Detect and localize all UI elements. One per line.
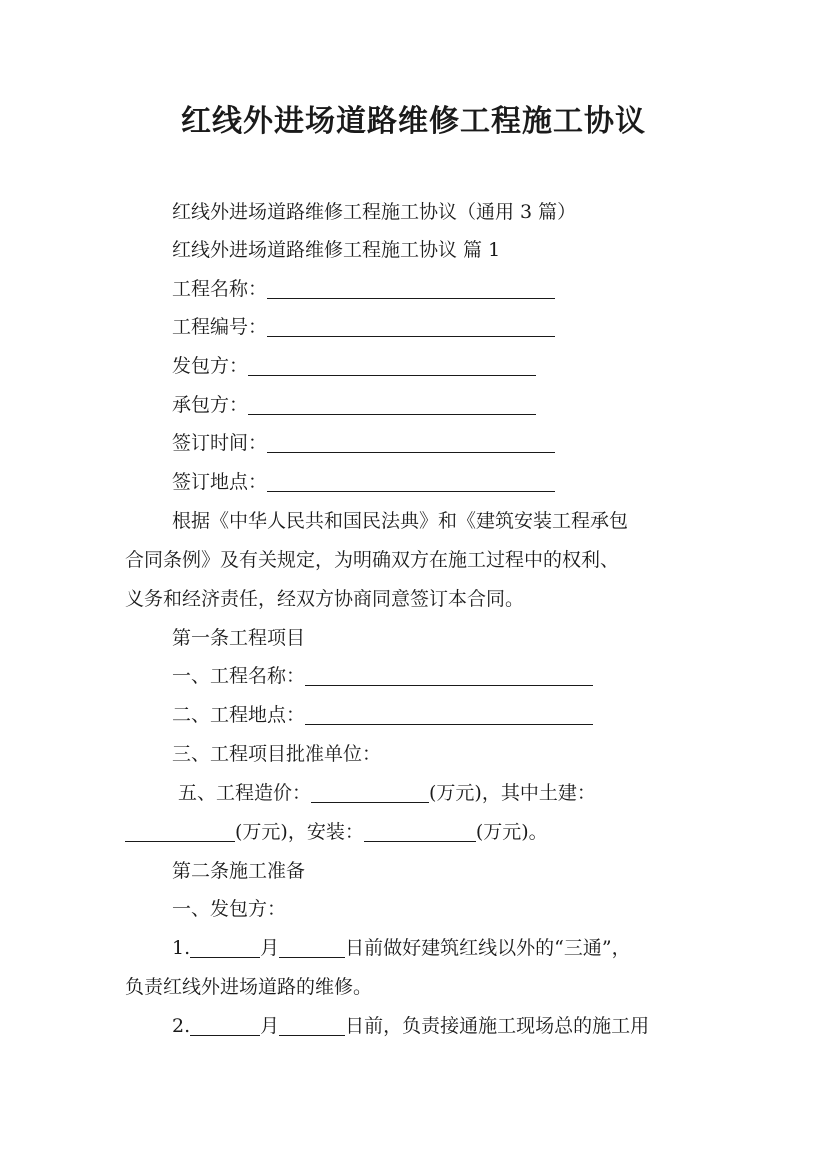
article-1-item-2 [172, 701, 593, 729]
fill-blank [190, 937, 260, 958]
fill-blank [364, 821, 476, 842]
fill-blank [279, 937, 345, 958]
fill-blank [267, 471, 555, 492]
article-2-para-1-cont: 负责红线外进场道路的维修。 [125, 976, 373, 998]
field-project-number [172, 313, 555, 341]
intro-line-1: 根据《中华人民共和国民法典》和《建筑安装工程承包 [172, 510, 629, 532]
intro-line-3: 义务和经济责任，经双方协商同意签订本合同。 [125, 588, 525, 610]
item-label: 一、工程名称： [172, 665, 306, 687]
fill-blank [190, 1015, 260, 1036]
field-project-name [172, 275, 555, 303]
fill-blank [267, 316, 555, 337]
field-signing-time [172, 429, 555, 457]
fill-blank [311, 782, 429, 803]
article-1-item-3: 三、工程项目批准单位： [172, 743, 382, 765]
field-label: 工程编号： [172, 316, 268, 338]
month-label: 月 [260, 937, 280, 959]
unit-text: (万元)。 [475, 821, 548, 843]
unit-text: (万元)，安装： [235, 821, 364, 843]
field-contractor [172, 391, 536, 419]
field-label: 签订地点： [172, 471, 268, 493]
article-1-item-1 [172, 662, 593, 690]
article-1-item-5-cont [125, 818, 548, 846]
fill-blank [305, 665, 593, 686]
para-text: 日前，负责接通施工现场总的施工用 [345, 1015, 650, 1037]
fill-blank [267, 278, 555, 299]
para-number: 1. [172, 937, 191, 959]
fill-blank [248, 355, 536, 376]
field-label: 签订时间： [172, 432, 268, 454]
unit-text: (万元)，其中土建： [429, 782, 596, 804]
para-number: 2. [172, 1015, 191, 1037]
field-signing-place [172, 468, 555, 496]
article-1-item-5 [178, 779, 596, 807]
item-label: 二、工程地点： [172, 704, 306, 726]
document-subtitle: 红线外进场道路维修工程施工协议（通用 3 篇） [172, 201, 577, 223]
intro-line-2: 合同条例》及有关规定，为明确双方在施工过程中的权利、 [125, 549, 620, 571]
item-label: 五、工程造价： [178, 782, 312, 804]
fill-blank [305, 704, 593, 725]
article-2-sub-1: 一、发包方： [172, 898, 287, 920]
article-1-heading: 第一条工程项目 [172, 627, 306, 649]
article-2-heading: 第二条施工准备 [172, 860, 306, 882]
para-text: 日前做好建筑红线以外的“三通”， [345, 937, 631, 959]
part-heading: 红线外进场道路维修工程施工协议 篇 1 [172, 239, 501, 261]
field-label: 承包方： [172, 394, 249, 416]
month-label: 月 [260, 1015, 280, 1037]
field-label: 工程名称： [172, 278, 268, 300]
fill-blank [248, 394, 536, 415]
document-title: 红线外进场道路维修工程施工协议 [181, 104, 646, 139]
article-2-para-1 [172, 934, 631, 962]
fill-blank [125, 821, 235, 842]
fill-blank [279, 1015, 345, 1036]
field-employer [172, 352, 536, 380]
fill-blank [267, 432, 555, 453]
article-2-para-2 [172, 1012, 649, 1040]
field-label: 发包方： [172, 355, 249, 377]
